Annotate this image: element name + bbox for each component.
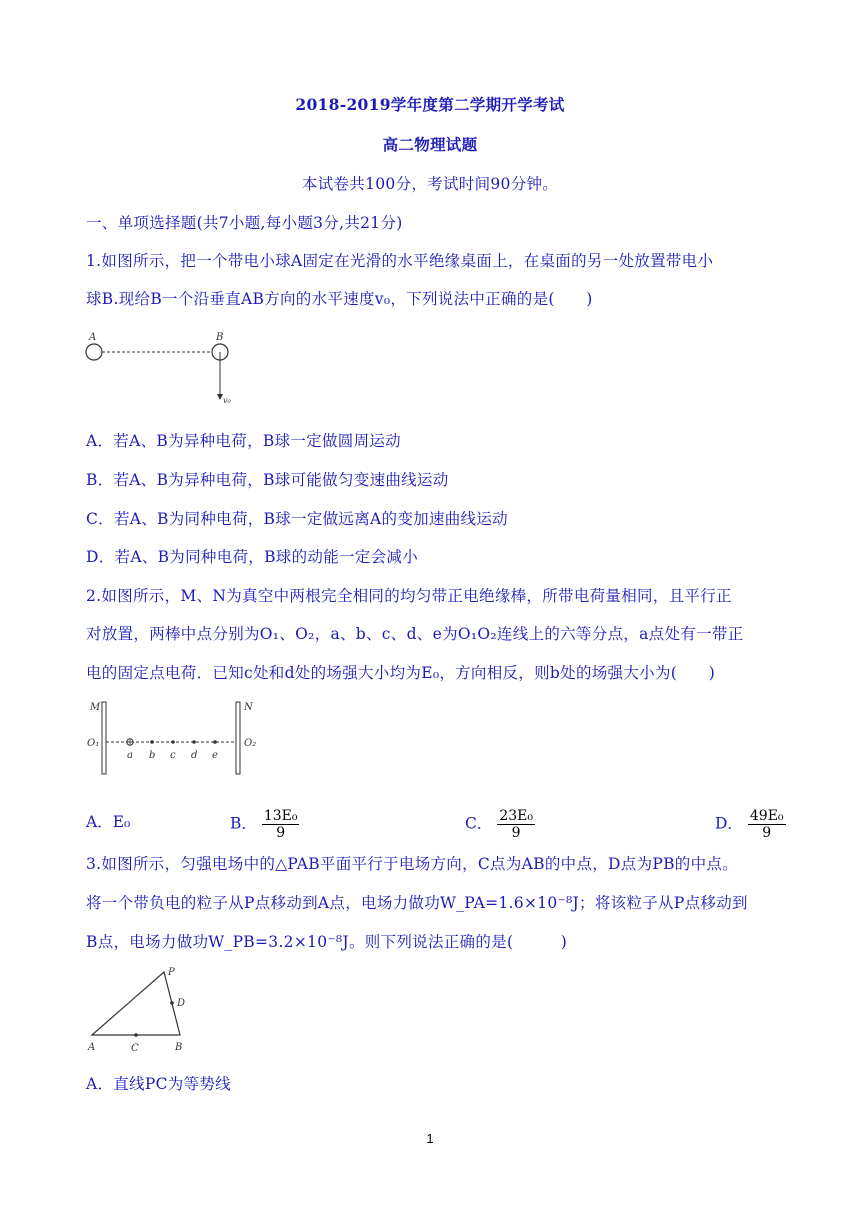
q1-text-line2: 球B.现给B一个沿垂直AB方向的水平速度v₀，下列说法中正确的是( )	[86, 290, 593, 308]
q3-label-a: A	[88, 1042, 96, 1053]
q3-label-b: B	[175, 1042, 183, 1053]
q1-text-line1: 1.如图所示，把一个带电小球A固定在光滑的水平绝缘桌面上，在桌面的另一处放置带电小	[86, 252, 714, 270]
q1-label-v0: v₀	[223, 396, 231, 405]
q2-label-c: c	[170, 750, 176, 761]
q2-label-o2: O₂	[244, 738, 257, 749]
q2-label-n: N	[244, 702, 253, 713]
q2-option-d-denominator: 9	[762, 825, 772, 841]
section-heading: 一、单项选择题(共7小题,每小题3分,共21分)	[86, 214, 403, 232]
q2-option-b	[230, 808, 299, 841]
q2-option-d-fraction	[748, 808, 786, 841]
q2-option-c-fraction	[497, 808, 535, 841]
q2-option-b-label: B．	[230, 814, 257, 833]
q2-option-a-label: A．	[86, 813, 113, 831]
q1-option-d: D．若A、B为同种电荷，B球的动能一定会减小	[86, 548, 419, 566]
q2-option-b-fraction	[262, 808, 300, 841]
q2-text-line1: 2.如图所示，M、N为真空中两根完全相同的均匀带正电绝缘棒，所带电荷量相同，且平行正	[86, 587, 732, 605]
q2-label-e: e	[212, 750, 218, 761]
q1-figure	[80, 330, 260, 410]
q3-label-d: D	[177, 998, 186, 1009]
q2-label-b: b	[149, 750, 156, 761]
q3-text-line3: B点，电场力做功W_PB=3.2×10⁻⁸J。则下列说法正确的是( )	[86, 933, 568, 951]
q2-text-line3: 电的固定点电荷．已知c处和d处的场强大小均为E₀，方向相反，则b处的场强大小为( )	[86, 664, 716, 682]
q3-label-c: C	[131, 1043, 139, 1054]
q2-option-c-denominator: 9	[511, 825, 521, 841]
q2-option-b-numerator: 13E₀	[263, 808, 298, 824]
q2-option-a	[86, 810, 130, 832]
exam-info: 本试卷共100分，考试时间90分钟。	[301, 175, 559, 193]
q1-option-b: B．若A、B为异种电荷，B球可能做匀变速曲线运动	[86, 471, 449, 489]
q2-option-d-numerator: 49E₀	[749, 808, 784, 824]
exam-title: 2018-2019学年度第二学期开学考试	[295, 95, 565, 114]
q1-option-c: C．若A、B为同种电荷，B球一定做远离A的变加速曲线运动	[86, 510, 508, 528]
q2-option-c-numerator: 23E₀	[499, 808, 533, 824]
q1-label-b: B	[216, 332, 224, 343]
q2-figure	[84, 698, 274, 778]
q3-text-line1: 3.如图所示，匀强电场中的△PAB平面平行于电场方向，C点为AB的中点，D点为PB的中点。	[86, 855, 738, 873]
q2-option-c	[465, 808, 535, 841]
exam-subtitle: 高二物理试题	[382, 135, 478, 154]
q2-text-line2: 对放置，两棒中点分别为O₁、O₂，a、b、c、d、e为O₁O₂连线上的六等分点，a点处有一带正	[86, 625, 744, 643]
q3-figure	[84, 962, 214, 1057]
q3-option-a: A．直线PC为等势线	[86, 1075, 231, 1093]
page-number: 1	[426, 1131, 434, 1146]
q2-option-c-label: C．	[465, 814, 493, 833]
q2-label-o1: O₁	[87, 738, 100, 749]
q2-option-b-denominator: 9	[276, 825, 286, 841]
q2-label-a: a	[127, 750, 133, 761]
q3-label-p: P	[168, 967, 175, 978]
q2-label-m: M	[90, 702, 101, 713]
q3-text-line2: 将一个带负电的粒子从P点移动到A点，电场力做功W_PA=1.6×10⁻⁸J；将该粒子从P点移动到	[86, 894, 748, 912]
q1-label-a: A	[89, 332, 97, 343]
q2-label-d: d	[191, 750, 198, 761]
q1-option-a: A．若A、B为异种电荷，B球一定做圆周运动	[86, 432, 401, 450]
q2-option-d-label: D．	[715, 814, 743, 833]
q2-option-a-value: E₀	[112, 813, 131, 831]
q2-option-d	[715, 808, 786, 841]
